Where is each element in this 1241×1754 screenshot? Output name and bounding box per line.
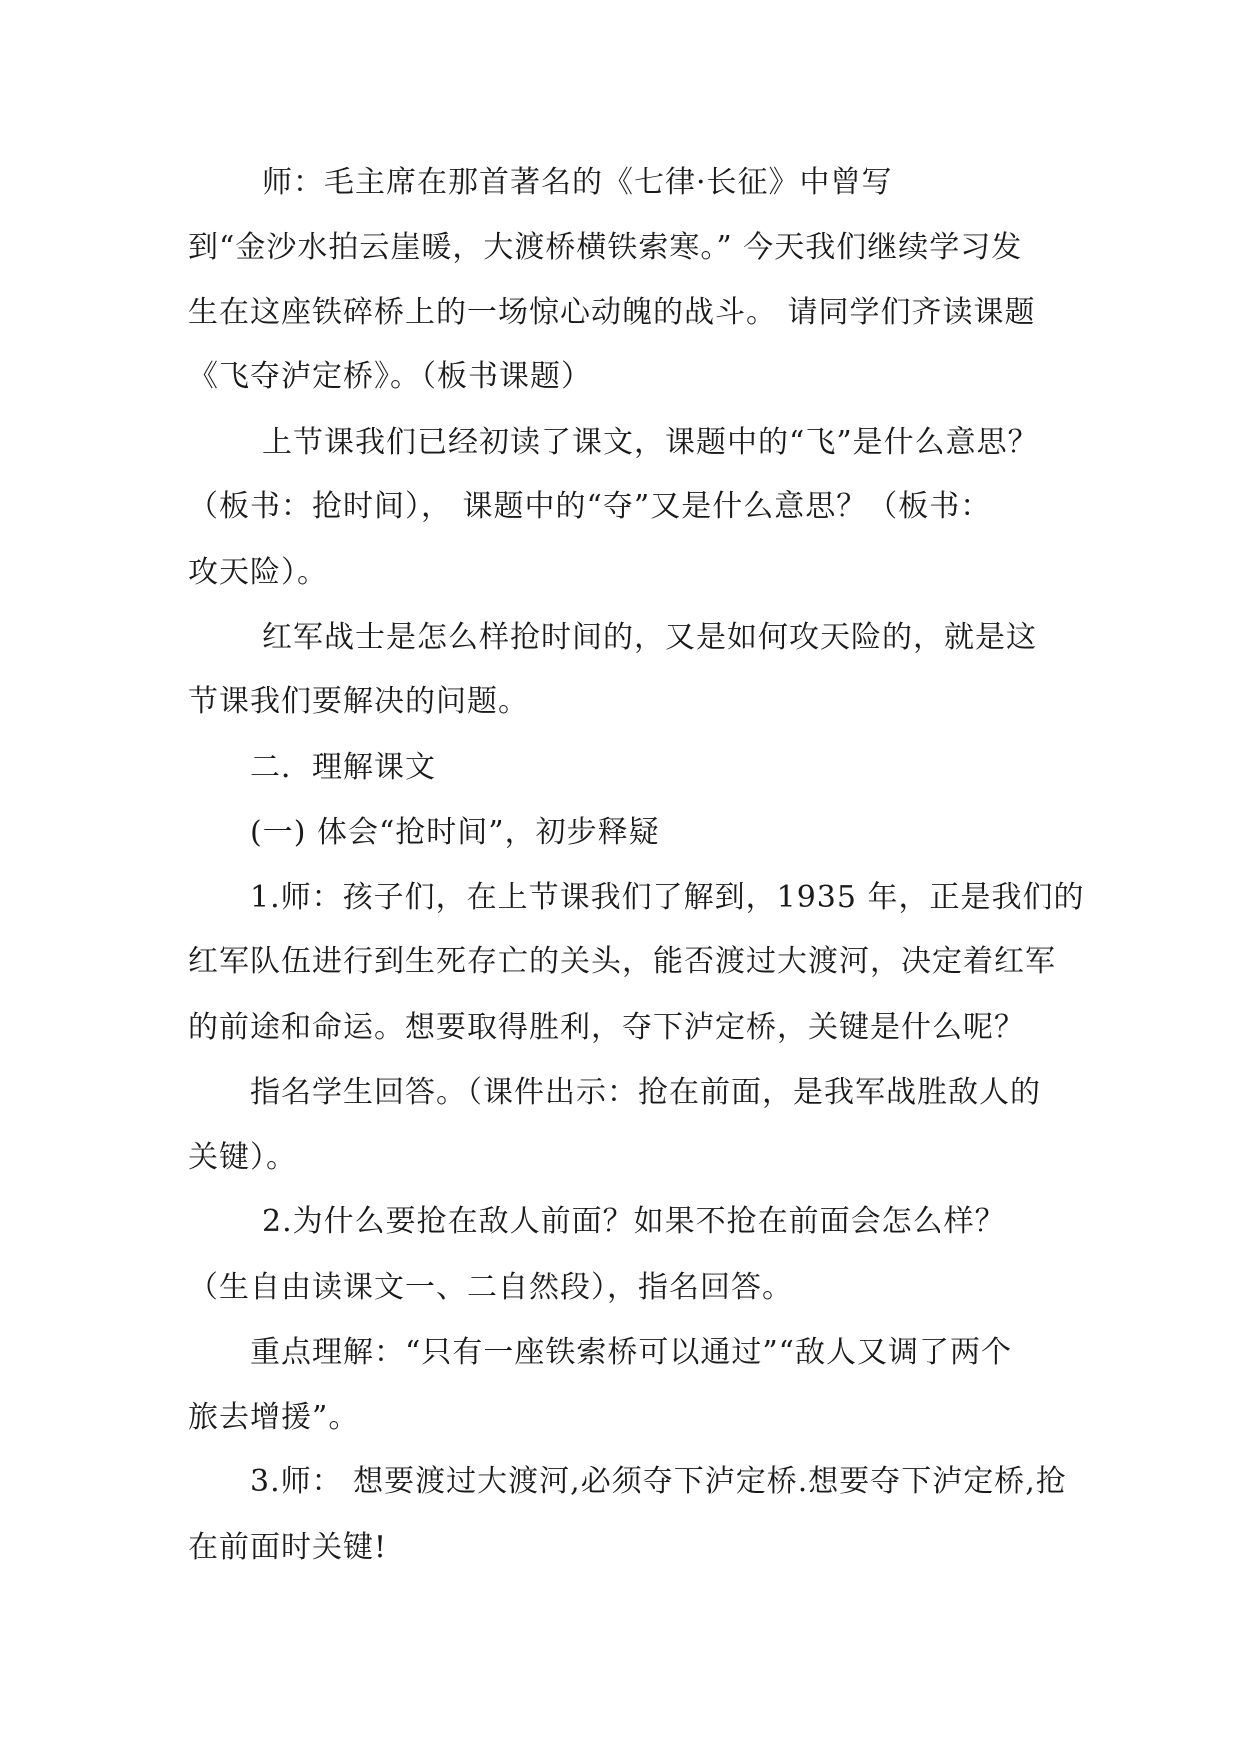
text-line-8: 红军战士是怎么样抢时间的，又是如何攻天险的，就是这 [262, 620, 1037, 655]
text-line-22: 在前面时关键! [188, 1530, 388, 1565]
text-line-15: 指名学生回答。（课件出示：抢在前面，是我军战胜敌人的 [250, 1075, 1041, 1110]
text-line-16: 关键）。 [188, 1140, 297, 1175]
text-line-3: 生在这座铁碎桥上的一场惊心动魄的战斗。 请同学们齐读课题 [188, 295, 1036, 330]
subsection-heading: (一) 体会“抢时间”，初步释疑 [250, 815, 660, 850]
text-line-13: 红军队伍进行到生死存亡的关头，能否渡过大渡河，决定着红军 [188, 944, 1056, 979]
text-line-6: （板书：抢时间）， 课题中的“夺”又是什么意思？（板书： [188, 489, 992, 524]
text-line-9: 节课我们要解决的问题。 [188, 684, 529, 719]
text-line-12: 1.师：孩子们，在上节课我们了解到，1935 年，正是我们的 [250, 880, 1085, 915]
text-line-19: 重点理解：“只有一座铁索桥可以通过”“敌人又调了两个 [250, 1335, 1013, 1370]
text-line-18: （生自由读课文一、二自然段），指名回答。 [188, 1270, 793, 1305]
text-line-4: 《飞夺泸定桥》。（板书课题） [188, 359, 592, 394]
text-line-1: 师：毛主席在那首著名的《七律·长征》中曾写 [262, 165, 893, 200]
section-heading: 二．理解课文 [250, 750, 436, 785]
text-line-17: 2.为什么要抢在敌人前面？如果不抢在前面会怎么样？ [262, 1204, 1006, 1239]
text-line-20: 旅去增援”。 [188, 1400, 360, 1435]
text-line-2: 到“金沙水拍云崖暖，大渡桥横铁索寒。” 今天我们继续学习发 [188, 230, 1023, 265]
text-line-5: 上节课我们已经初读了课文，课题中的“飞”是什么意思？ [262, 425, 1039, 460]
text-line-14: 的前途和命运。想要取得胜利，夺下泸定桥，关键是什么呢？ [188, 1010, 1025, 1045]
text-line-21: 3.师： 想要渡过大渡河,必须夺下泸定桥.想要夺下泸定桥,抢 [250, 1464, 1067, 1499]
text-line-7: 攻天险）。 [188, 555, 328, 590]
